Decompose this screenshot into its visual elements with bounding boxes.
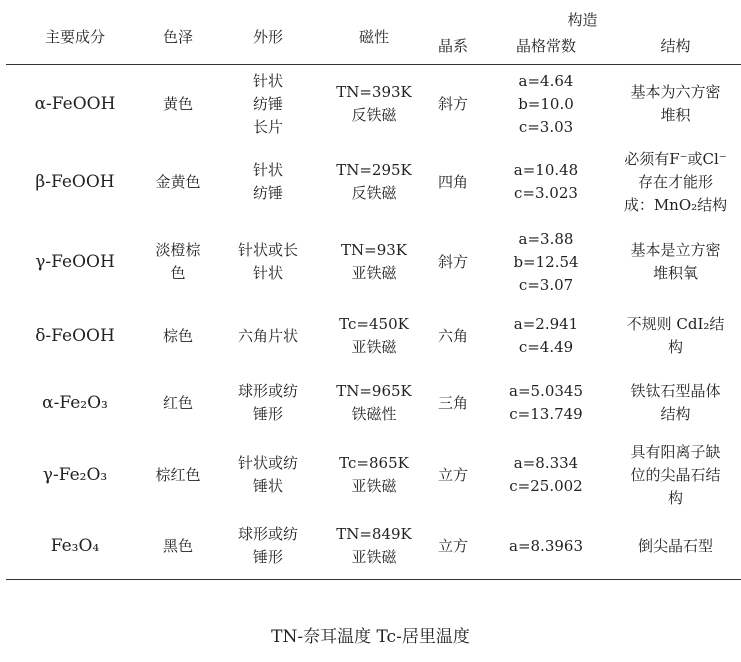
cell-shape-line: 针状 [252, 161, 283, 179]
cell-color: 棕色 [162, 326, 193, 345]
cell-structure-line: 结构 [660, 405, 691, 423]
table-container [6, 0, 741, 580]
cell-lattice-constant [482, 369, 610, 437]
cell-lattice-constant [482, 221, 610, 303]
cell-structure-line: 铁钛石型晶体 [630, 382, 721, 400]
cell-magnetism [324, 143, 424, 221]
cell-structure-line: 堆积氧 [652, 264, 698, 282]
header-construction: 构造 [567, 10, 598, 29]
header-magnetism: 磁性 [358, 27, 389, 46]
cell-shape-line: 针状 [252, 264, 283, 282]
cell-structure-line: 不规则 CdI₂结 [626, 315, 725, 333]
cell-magnetism-line: TN=295K [336, 161, 412, 179]
cell-lattice-constant-line: c=13.749 [509, 405, 583, 423]
cell-shape-line: 针状或纺 [237, 454, 298, 472]
cell-color-line: 色 [170, 264, 186, 282]
cell-magnetism-line: 铁磁性 [351, 405, 397, 423]
cell-color: 红色 [162, 393, 193, 412]
cell-shape [212, 221, 324, 303]
cell-color-line: 淡橙棕 [155, 241, 201, 259]
header-structure: 结构 [660, 36, 691, 55]
cell-lattice-constant [482, 513, 610, 580]
cell-shape-line: 锤形 [252, 405, 283, 423]
cell-magnetism [324, 437, 424, 513]
cell-structure [610, 369, 741, 437]
table-row [6, 369, 741, 437]
cell-phase: γ-Fe₂O₃ [42, 464, 108, 485]
table-row [6, 303, 741, 369]
cell-shape [212, 143, 324, 221]
cell-lattice-constant-line: a=4.64 [518, 71, 574, 90]
cell-shape-line: 针状或长 [237, 241, 298, 259]
cell-structure-line: 位的尖晶石结 [630, 465, 721, 484]
header-crystal-system: 晶系 [437, 36, 468, 55]
cell-structure: 倒尖晶石型 [637, 536, 713, 555]
cell-magnetism-line: 亚铁磁 [351, 548, 397, 566]
cell-lattice-constant-line: c=3.023 [514, 184, 578, 202]
cell-shape-line: 锤形 [252, 548, 283, 566]
cell-magnetism-line: Tc=450K [339, 315, 409, 333]
cell-lattice-constant [482, 143, 610, 221]
cell-color: 黑色 [162, 536, 193, 555]
cell-magnetism-line: TN=93K [341, 241, 407, 259]
cell-crystal-system: 四角 [437, 172, 468, 191]
cell-lattice-constant-line: c=4.49 [518, 338, 574, 356]
cell-crystal-system: 斜方 [437, 252, 468, 271]
cell-structure-line: 构 [667, 338, 683, 356]
cell-structure [610, 221, 741, 303]
cell-magnetism [324, 513, 424, 580]
cell-magnetism [324, 65, 424, 144]
cell-shape-line: 长片 [252, 117, 283, 136]
cell-lattice-constant-line: b=12.54 [513, 252, 579, 271]
table-row [6, 513, 741, 580]
cell-shape [212, 369, 324, 437]
iron-oxide-table [6, 0, 741, 580]
cell-lattice-constant-line: a=8.334 [513, 454, 579, 472]
cell-lattice-constant-line: a=2.941 [513, 315, 579, 333]
cell-lattice-constant [482, 65, 610, 144]
cell-structure-line: 基本是立方密 [630, 241, 721, 259]
cell-magnetism [324, 369, 424, 437]
cell-shape [212, 65, 324, 144]
cell-structure-line: 基本为六方密 [630, 83, 721, 101]
cell-phase: Fe₃O₄ [50, 535, 100, 556]
table-row [6, 65, 741, 144]
cell-lattice-constant [482, 437, 610, 513]
cell-magnetism-line: 亚铁磁 [351, 477, 397, 495]
cell-crystal-system: 三角 [437, 393, 468, 412]
cell-phase: β-FeOOH [35, 171, 115, 192]
cell-shape-line: 纺锤 [252, 94, 283, 113]
cell-structure [610, 65, 741, 144]
cell-structure [610, 437, 741, 513]
cell-phase: α-FeOOH [34, 93, 116, 114]
cell-lattice-constant-line: c=25.002 [509, 477, 583, 495]
cell-magnetism [324, 303, 424, 369]
cell-lattice-constant-line: a=3.88 [518, 229, 574, 248]
cell-structure [610, 303, 741, 369]
cell-phase: δ-FeOOH [35, 325, 115, 346]
cell-structure-line: 存在才能形 [637, 172, 713, 191]
header-lattice-constant: 晶格常数 [515, 36, 576, 55]
cell-crystal-system: 斜方 [437, 94, 468, 113]
cell-color: 棕红色 [155, 465, 201, 484]
cell-lattice-constant-line: a=10.48 [513, 161, 579, 179]
table-row [6, 143, 741, 221]
cell-magnetism-line: 反铁磁 [351, 106, 397, 124]
cell-magnetism-line: 亚铁磁 [351, 338, 397, 356]
cell-magnetism-line: 反铁磁 [351, 184, 397, 202]
cell-phase: α-Fe₂O₃ [42, 392, 108, 413]
cell-shape-line: 针状 [252, 71, 283, 90]
cell-magnetism-line: Tc=865K [339, 454, 409, 472]
cell-crystal-system: 立方 [437, 465, 468, 484]
cell-magnetism [324, 221, 424, 303]
cell-structure-line: 必须有F⁻或Cl⁻ [624, 149, 727, 168]
cell-lattice-constant-line: a=5.0345 [509, 382, 583, 400]
table-row [6, 437, 741, 513]
header-color: 色泽 [162, 27, 193, 46]
cell-lattice-constant-line: c=3.03 [518, 117, 574, 136]
table-row [6, 221, 741, 303]
cell-lattice-constant-line: a=8.3963 [509, 536, 583, 555]
cell-crystal-system: 立方 [437, 536, 468, 555]
cell-structure-line: 具有阳离子缺 [630, 442, 721, 461]
cell-structure-line: 构 [667, 488, 683, 507]
cell-crystal-system: 六角 [437, 326, 468, 345]
footnote: TN-奈耳温度 Tc-居里温度 [271, 627, 470, 647]
cell-color: 金黄色 [155, 172, 201, 191]
cell-lattice-constant [482, 303, 610, 369]
cell-shape: 六角片状 [237, 326, 298, 345]
cell-color: 黄色 [162, 94, 193, 113]
cell-shape-line: 纺锤 [252, 184, 283, 202]
cell-magnetism-line: TN=965K [336, 382, 412, 400]
cell-magnetism-line: TN=393K [336, 83, 412, 101]
cell-magnetism-line: 亚铁磁 [351, 264, 397, 282]
cell-phase: γ-FeOOH [35, 251, 115, 272]
cell-color [144, 221, 212, 303]
cell-structure [610, 143, 741, 221]
header-shape: 外形 [252, 27, 283, 46]
cell-structure-line: 成：MnO₂结构 [623, 195, 728, 214]
cell-lattice-constant-line: c=3.07 [518, 275, 574, 294]
cell-lattice-constant-line: b=10.0 [518, 94, 574, 113]
cell-shape-line: 锤状 [252, 477, 283, 495]
cell-shape [212, 437, 324, 513]
cell-shape-line: 球形或纺 [237, 525, 298, 543]
cell-shape [212, 513, 324, 580]
header-main-component: 主要成分 [44, 27, 105, 46]
cell-magnetism-line: TN=849K [336, 525, 412, 543]
cell-shape-line: 球形或纺 [237, 382, 298, 400]
cell-structure-line: 堆积 [660, 106, 691, 124]
